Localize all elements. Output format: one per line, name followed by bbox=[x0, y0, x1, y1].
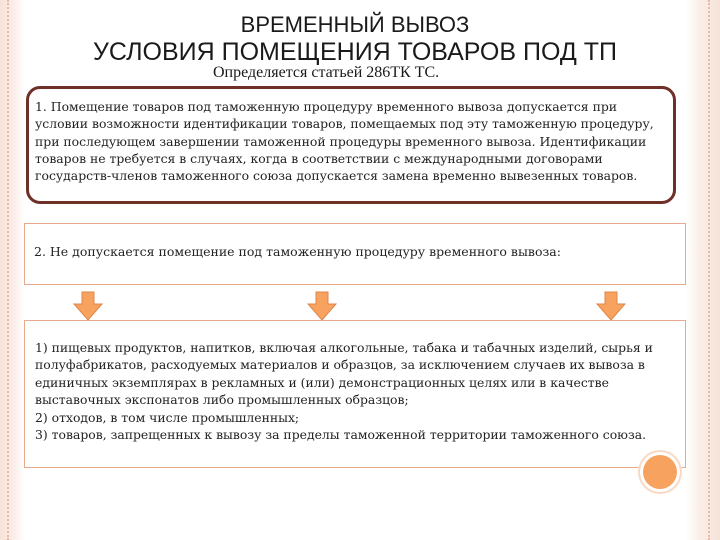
condition-box-1 bbox=[26, 86, 676, 204]
title-line-1: ВРЕМЕННЫЙ ВЫВОЗ bbox=[240, 12, 470, 37]
condition-2-text: 2. Не допускается помещение под таможенную процедуру временного вывоза: bbox=[34, 244, 561, 259]
condition-box-2 bbox=[24, 223, 686, 285]
slide-title bbox=[40, 12, 670, 66]
left-decor-bar bbox=[0, 0, 24, 540]
decor-circle-icon bbox=[643, 455, 677, 489]
condition-1-text: 1. Помещение товаров под таможенную процедуру временного вывоза допускается при условии возможности идентификации товаров, помещаемых под эту таможенную процедуру, при последующем завершении таможенной процедуры временного вывоза. Идентификации товаров не требуется в случаях, когда в соответствии с международными договорами государств-членов таможенного союза допускается замена временно вывезенных товаров. bbox=[35, 99, 654, 184]
left-dotted-line bbox=[7, 0, 11, 540]
title-line-2: УСЛОВИЯ ПОМЕЩЕНИЯ ТОВАРОВ ПОД ТП bbox=[93, 38, 617, 66]
arrow-down-icon bbox=[73, 291, 103, 321]
right-dotted-line bbox=[708, 0, 712, 540]
arrow-down-icon bbox=[307, 291, 337, 321]
slide-subtitle: Определяется статьей 286ТК ТС. bbox=[213, 64, 440, 81]
list-item: 3) товаров, запрещенных к вывозу за пределы таможенной территории таможенного союза. bbox=[35, 427, 647, 443]
list-item: 2) отходов, в том числе промышленных; bbox=[35, 409, 300, 425]
list-item: 1) пищевых продуктов, напитков, включая алкогольные, табака и табачных изделий, сырья и полуфабрикатов, расходуемых материалов и образцов, за исключением случаев их вывоза в единичных экземплярах в рекламных и (или) демонстрационных целях или в качестве выставочных экспонатов либо промышленных образцов; bbox=[35, 340, 653, 408]
arrow-down-icon bbox=[596, 291, 626, 321]
prohibited-list-box bbox=[24, 320, 686, 468]
right-decor-bar bbox=[686, 0, 720, 540]
